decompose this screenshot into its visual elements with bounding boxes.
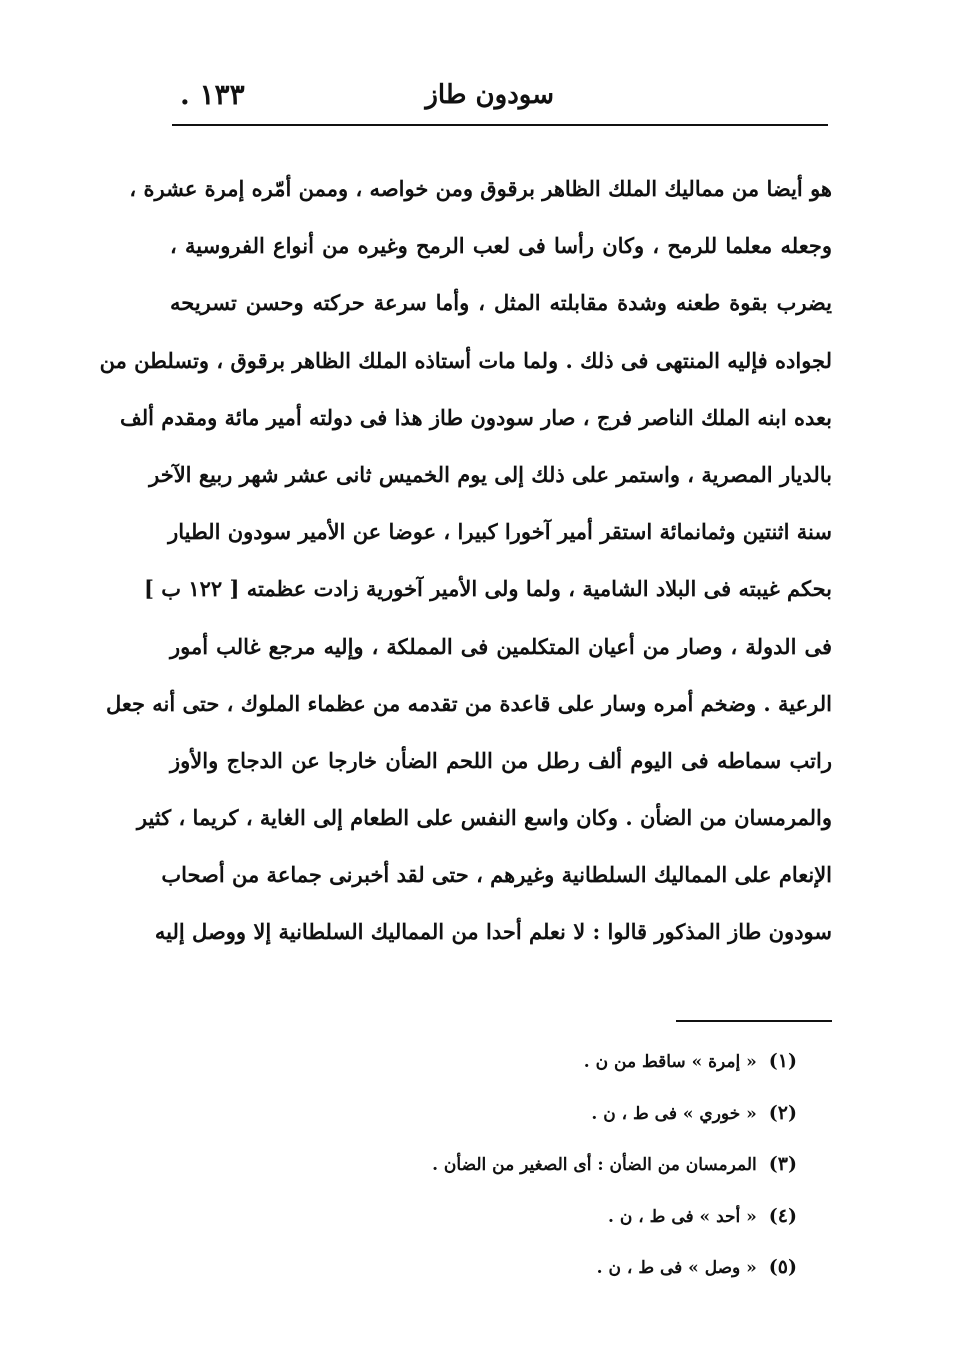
- footnote-rule: [676, 1020, 832, 1022]
- body-line: راتب سماطه فى اليوم ألف رطل من اللحم الضأن خارجا عن الدجاج والأوز: [170, 747, 832, 773]
- page-header: [172, 72, 832, 124]
- body-line: هو أيضا من مماليك الملك الظاهر برقوق ومن خواصه ، وممن أمّره إمرة عشرة ،: [129, 176, 832, 201]
- body-line: سنة اثنتين وثمانمائة استقر أمير آخورا كبيرا ، عوضا عن الأمير سودون الطيار: [168, 519, 832, 545]
- body-line: الرعية . وضخم أمره وسار على قاعدة من تقدمه من عظماء الملوك ، حتى أنه جعل: [105, 690, 832, 716]
- footnote-3: [377, 1145, 797, 1197]
- body-text: [99, 160, 832, 961]
- footnotes: [377, 1042, 797, 1300]
- body-line: بحكم غيبته فى البلاد الشامية ، ولما ولى الأمير آخورية زادت عظمته [ ١٢٢ ب ]: [144, 576, 832, 602]
- footnote-number: (٣): [768, 1153, 797, 1175]
- header-rule: [172, 124, 828, 126]
- footnote-4: [377, 1197, 797, 1249]
- footnote-text: « وصل » فى ط ، ن .: [596, 1258, 757, 1278]
- running-title: سودون طاز: [425, 80, 554, 110]
- footnote-number: (٤): [768, 1204, 797, 1227]
- body-line: وجعله معلما للرمح ، وكان رأسا فى لعب الرمح وغيره من أنواع الفروسية ،: [170, 233, 832, 259]
- footnote-5: [377, 1248, 797, 1300]
- footnote-text: المرمسان من الضأن : أى الصغير من الضأن .: [432, 1155, 757, 1175]
- body-line: فى الدولة ، وصار من أعيان المتكلمين فى المملكة ، وإليه مرجع غالب أمور: [170, 633, 832, 659]
- footnote-number: (٥): [768, 1256, 797, 1278]
- body-line: بالديار المصرية ، واستمر على ذلك إلى يوم الخميس ثانى عشر شهر ربيع الآخر: [149, 461, 832, 487]
- body-line: بعده ابنه الملك الناصر فرج ، صار سودون طاز هذا فى دولته أمير مائة ومقدم ألف: [119, 404, 832, 430]
- footnote-1: [377, 1042, 797, 1094]
- body-line: الإنعام على المماليك السلطانية وغيرهم ، حتى لقد أخبرنى جماعة من أصحاب: [161, 862, 832, 888]
- footnote-text: « إمرة » ساقط من ن .: [583, 1052, 757, 1072]
- footnote-number: (٢): [768, 1101, 797, 1124]
- footnote-text: « خوري » فى ط ، ن .: [591, 1103, 757, 1124]
- footnote-text: « أحد » فى ط ، ن .: [608, 1206, 757, 1227]
- body-line: سودون طاز المذكور قالوا : لا نعلم أحدا من المماليك السلطانية إلا ووصل إليه: [154, 919, 832, 945]
- body-line: لجواده فإليه المنتهى فى ذلك . ولما مات أستاذه الملك الظاهر برقوق ، وتسلطن من: [99, 347, 832, 373]
- body-line: يضرب بقوة طعنه وشدة مقابلته المثل ، وأما سرعة حركته وحسن تسريحه: [170, 290, 832, 316]
- body-line: والمرمسان من الضأن . وكان واسع النفس على الطعام إلى الغاية ، كريما ، كثير: [136, 805, 832, 831]
- footnote-number: (١): [768, 1050, 797, 1072]
- footnote-2: [377, 1094, 797, 1146]
- page-number: ١٣٣ .: [180, 78, 245, 111]
